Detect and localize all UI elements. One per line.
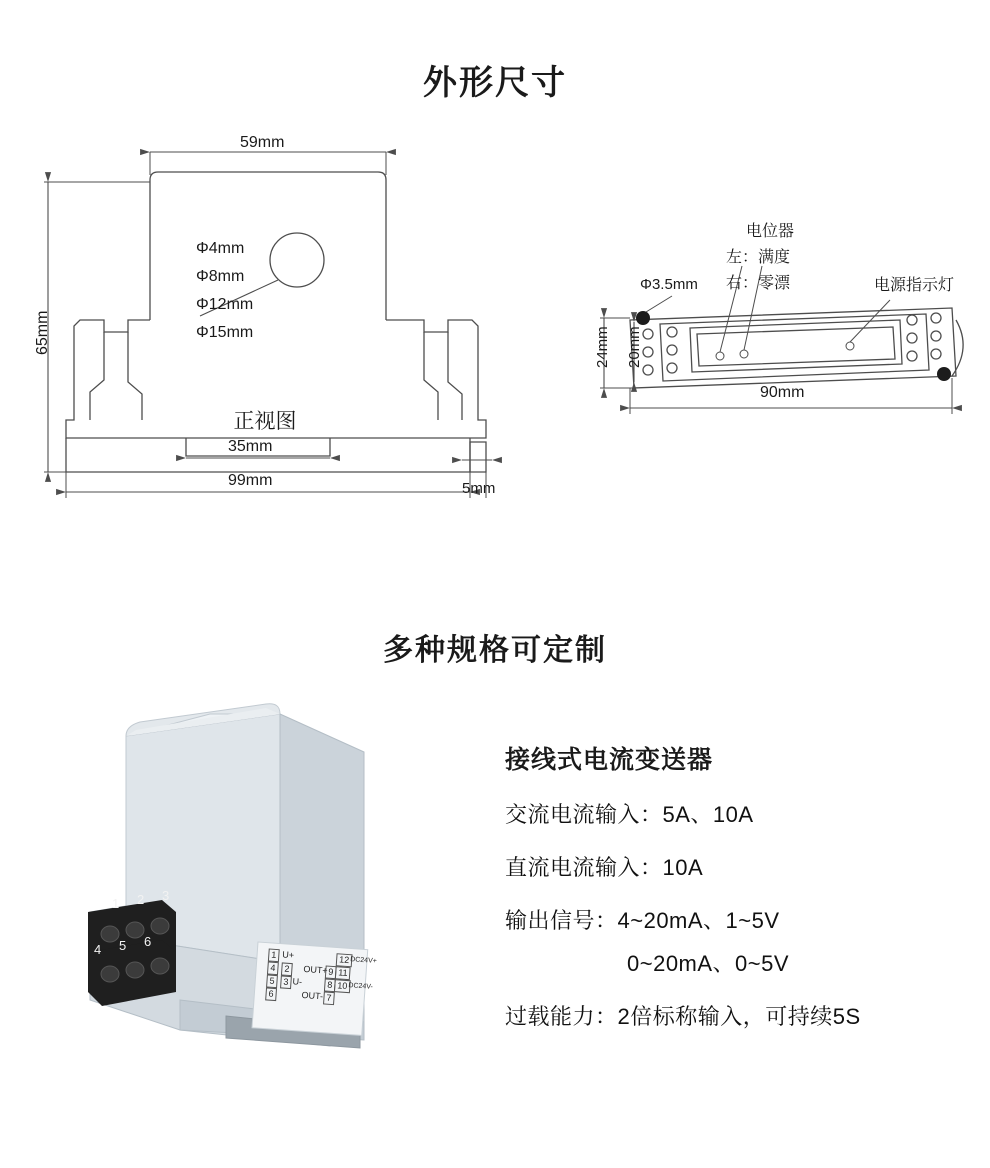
plate-mid-text-1: OUT+: [303, 963, 328, 976]
product-photo: [30, 700, 490, 1120]
side-height-inner: 20mm: [626, 326, 643, 368]
label-plate-content: [259, 946, 376, 1034]
spec-dc-input: 直流电流输入：10A: [505, 855, 704, 880]
terminal-number-5: 5: [119, 938, 127, 953]
mounting-hole-left: [636, 311, 650, 325]
dim-height-left: 65mm: [34, 310, 51, 355]
hole-label-2: Φ8mm: [196, 268, 245, 285]
product-illustration: [30, 700, 490, 1120]
potentiometer-right-label: 右：零漂: [726, 275, 791, 292]
plate-left-text-3: 3: [280, 975, 292, 989]
plate-mid-num-2: 11: [335, 966, 351, 980]
plate-left-text-1: U+: [282, 949, 295, 961]
plate-left-text-2: 2: [281, 962, 293, 976]
front-view-caption: 正视图: [233, 410, 297, 433]
plate-mid-num-3: 8: [324, 978, 336, 992]
plate-left-text-4: U-: [292, 976, 303, 987]
dimensions-title: 外形尺寸: [423, 64, 567, 102]
spec-output-signal-2: 0~20mA、0~5V: [627, 951, 790, 976]
plate-left-num-3: 5: [266, 974, 278, 988]
terminal-number-1: 1: [112, 896, 120, 911]
dim-base-right: 5mm: [462, 480, 496, 497]
spec-ac-input: 交流电流输入：5A、10A: [505, 802, 754, 827]
dim-base-total: 99mm: [228, 472, 273, 489]
plate-right-num-2: 10: [334, 979, 351, 993]
hole-label-3: Φ12mm: [196, 296, 254, 313]
plate-mid-text-4: OUT-: [301, 989, 324, 1002]
custom-specs-title: 多种规格可定制: [383, 634, 607, 667]
dim-base-inner: 35mm: [228, 438, 273, 455]
plate-mid-num-1: 9: [325, 965, 337, 979]
terminal-number-2: 2: [137, 892, 145, 907]
plate-mid-num-4: 7: [323, 991, 335, 1005]
side-hole-label: Φ3.5mm: [640, 276, 698, 293]
product-name: 接线式电流变送器: [505, 746, 714, 774]
side-length: 90mm: [760, 384, 805, 401]
spec-overload: 过载能力：2倍标称输入，可持续5S: [505, 1004, 861, 1029]
plate-left-num-2: 4: [267, 961, 279, 975]
dim-width-top: 59mm: [240, 134, 285, 151]
power-led-label: 电源指示灯: [874, 277, 955, 294]
plate-left-num-1: 1: [268, 948, 280, 962]
terminal-number-3: 3: [162, 888, 170, 903]
side-height-outer: 24mm: [594, 326, 611, 368]
hole-label-1: Φ4mm: [196, 240, 245, 257]
plate-right-text-2: DC24V-: [348, 982, 374, 991]
hole-label-4: Φ15mm: [196, 324, 254, 341]
hole-callout-circle: [270, 233, 324, 287]
mounting-hole-right: [937, 367, 951, 381]
terminal-number-6: 6: [144, 934, 152, 949]
spec-block: [505, 740, 985, 1053]
terminal-number-4: 4: [94, 942, 102, 957]
potentiometer-title: 电位器: [746, 223, 795, 240]
plate-right-text-1: DC24V+: [349, 956, 378, 966]
plate-left-num-5: 6: [265, 987, 277, 1001]
spec-output-signal: 输出信号：4~20mA、1~5V: [505, 908, 780, 933]
dimension-svg: [0, 120, 990, 570]
dimension-drawing-area: [0, 120, 990, 570]
potentiometer-left-label: 左：满度: [726, 249, 791, 266]
plate-right-num-1: 12: [336, 953, 353, 967]
